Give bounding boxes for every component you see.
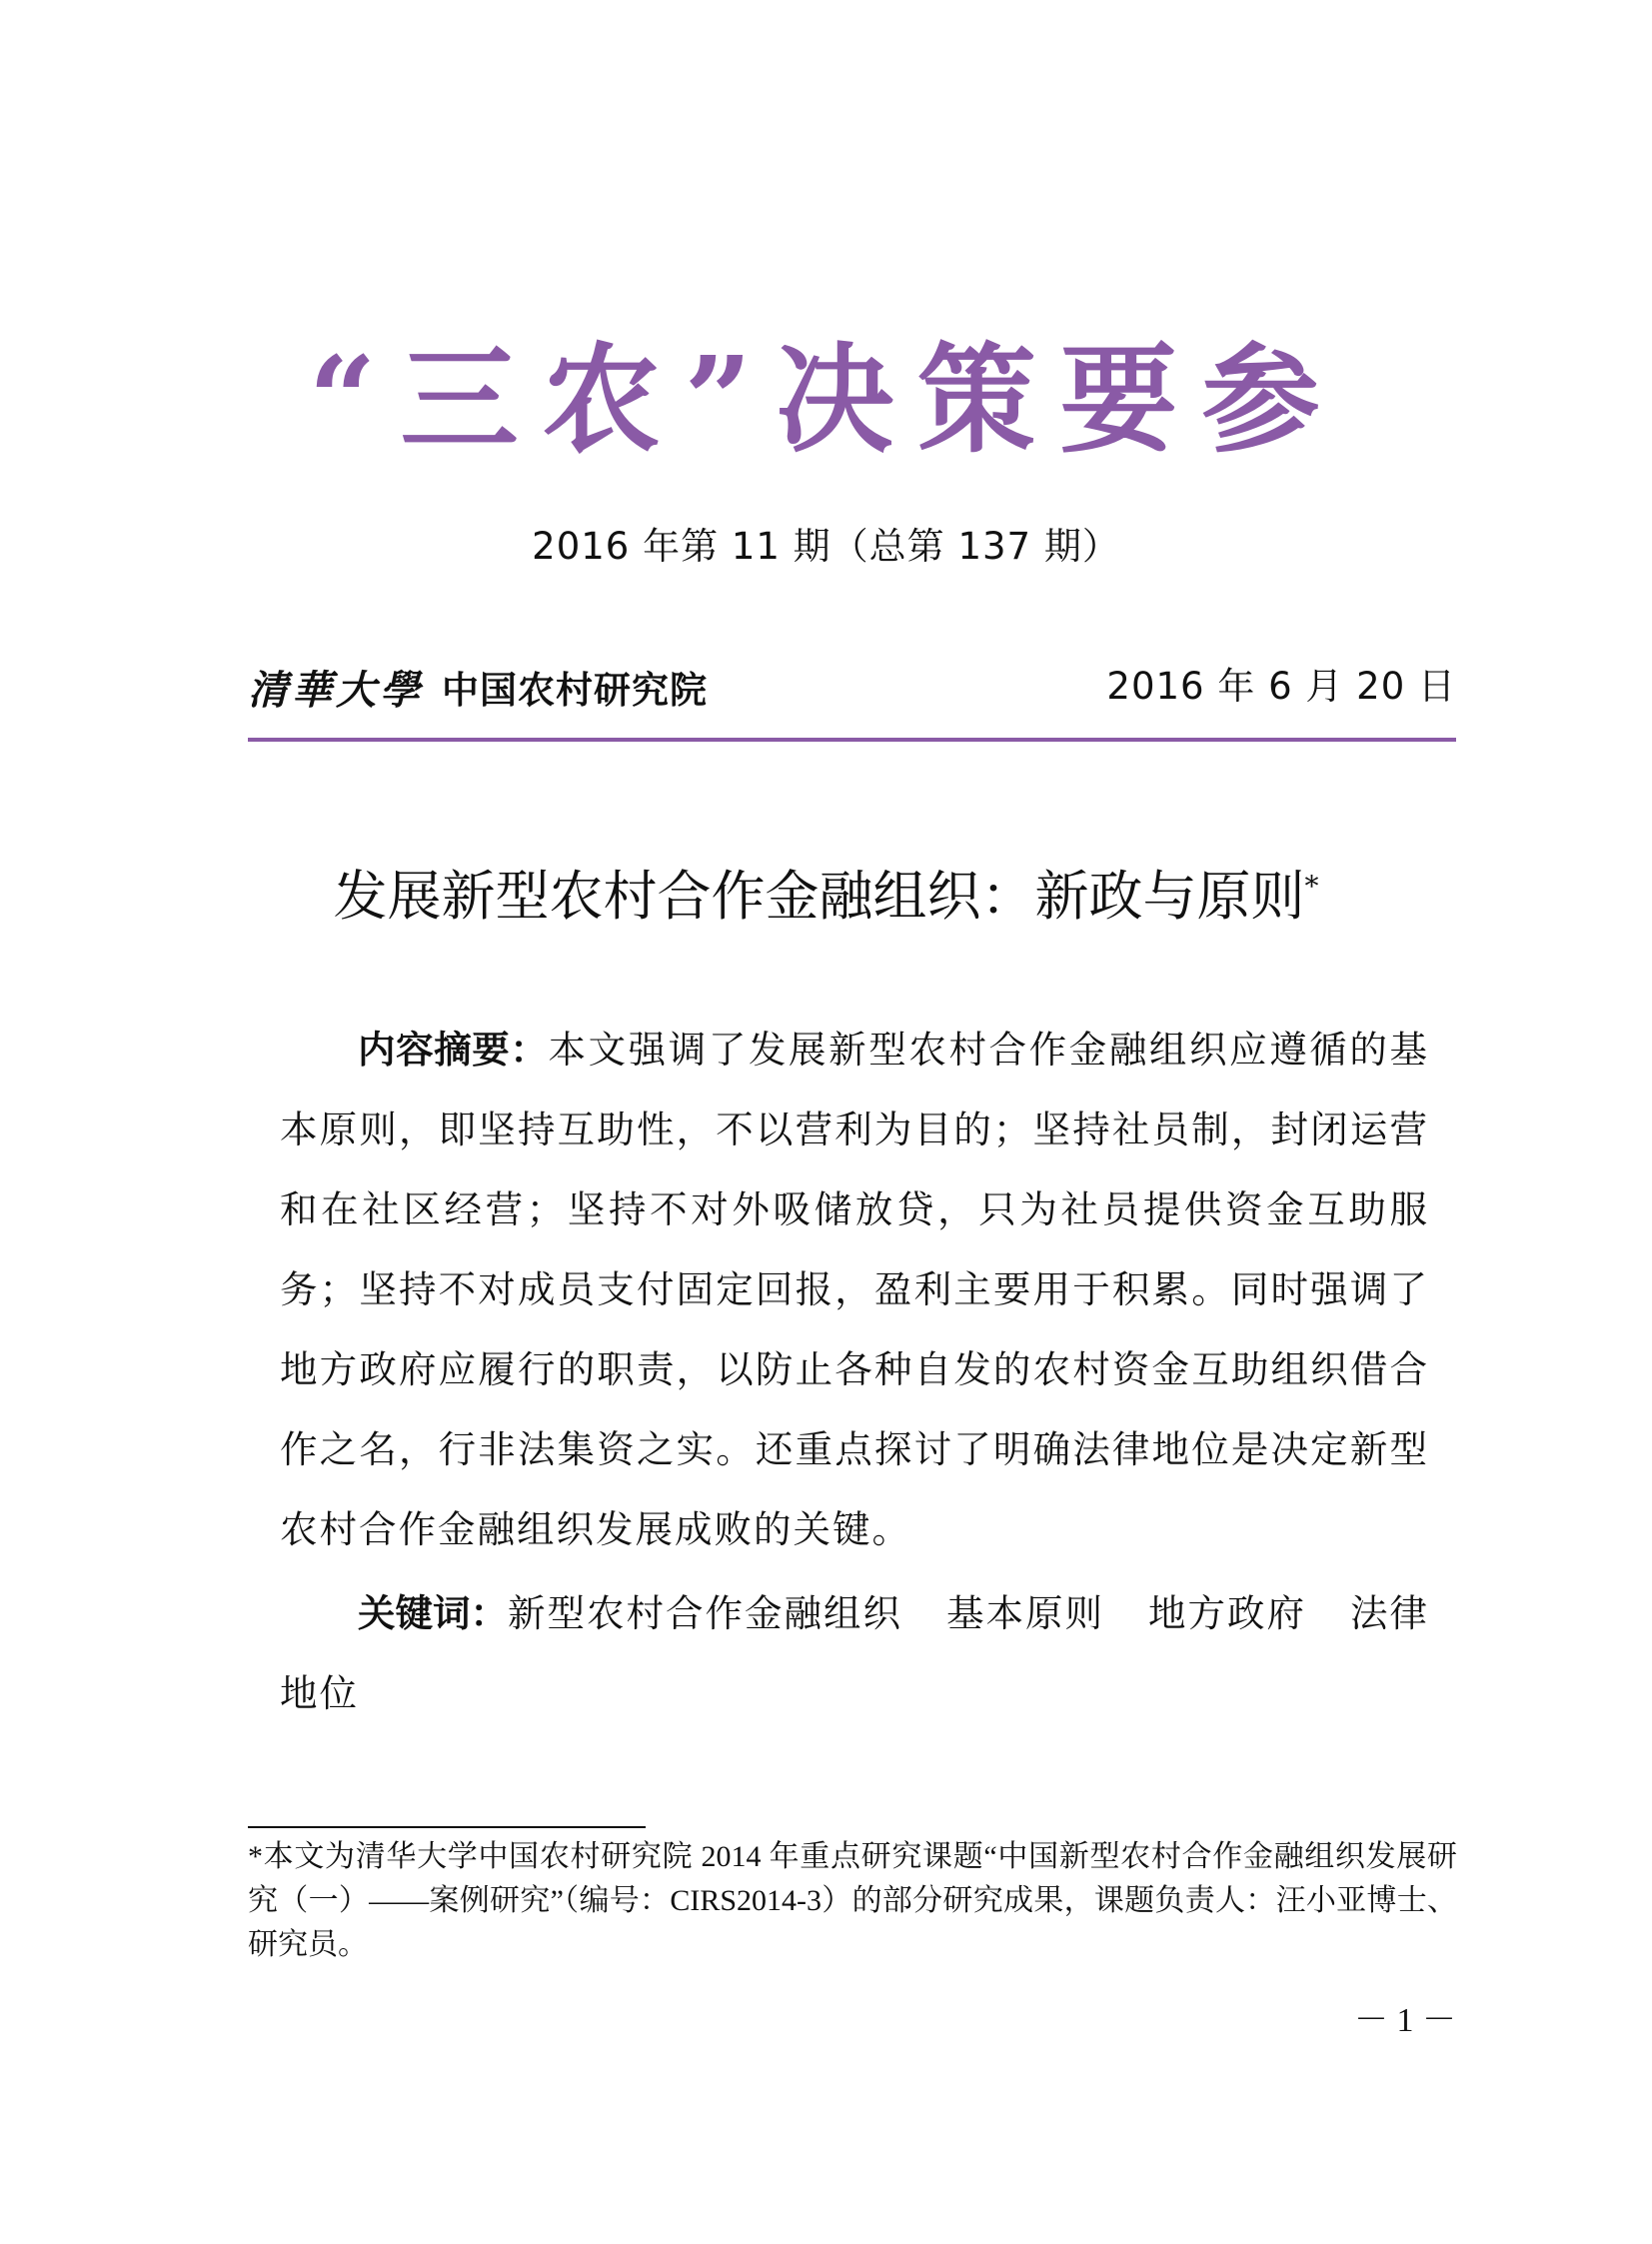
- institute-name: 中国农村研究院: [442, 669, 708, 712]
- keyword: 法律地位: [280, 1591, 1429, 1715]
- abstract-text: 本文强调了发展新型农村合作金融组织应遵循的基本原则，即坚持互助性，不以营利为目的；坚持社员制，封闭运营和在社区经营；坚持不对外吸储放贷，只为社员提供资金互助服务；坚持不对成员支付固定回报，盈利主要用于积累。同时强调了地方政府应履行的职责，以防止各种自发的农村资金互助组织借合作之名，行非法集资之实。还重点探讨了明确法律地位是决定新型农村合作金融组织发展成败的关键。: [280, 1028, 1430, 1551]
- keyword: 地方政府: [1148, 1591, 1306, 1635]
- footnote-text: *本文为清华大学中国农村研究院 2014 年重点研究课题“中国新型农村合作金融组织发展研究（一）——案例研究”（编号：CIRS2014-3）的部分研究成果，课题负责人：汪小亚博士、研究员。: [248, 1840, 1457, 1961]
- keywords-label: 关键词：: [358, 1591, 508, 1635]
- page-number: － 1 －: [1354, 2002, 1456, 2039]
- masthead-title: “三农”决策要参: [308, 330, 1344, 469]
- publisher: [248, 662, 708, 712]
- abstract-label: 内容摘要：: [358, 1028, 549, 1072]
- footnote-divider: [248, 1826, 646, 1828]
- header-divider: [248, 738, 1456, 742]
- article-title-text: 发展新型农村合作金融组织：新政与原则: [333, 865, 1305, 928]
- footnote-marker: *: [1304, 870, 1319, 903]
- keyword: 新型农村合作金融组织: [508, 1591, 902, 1635]
- keyword: 基本原则: [946, 1591, 1104, 1635]
- abstract-paragraph: [280, 1010, 1429, 1569]
- article-title: [0, 862, 1652, 932]
- keywords-paragraph: [280, 1573, 1429, 1733]
- publication-date: 2016 年 6 月 20 日: [1106, 665, 1456, 708]
- university-logo-text: 清華大學: [248, 666, 424, 714]
- issue-number: 2016 年第 11 期（总第 137 期）: [532, 525, 1120, 568]
